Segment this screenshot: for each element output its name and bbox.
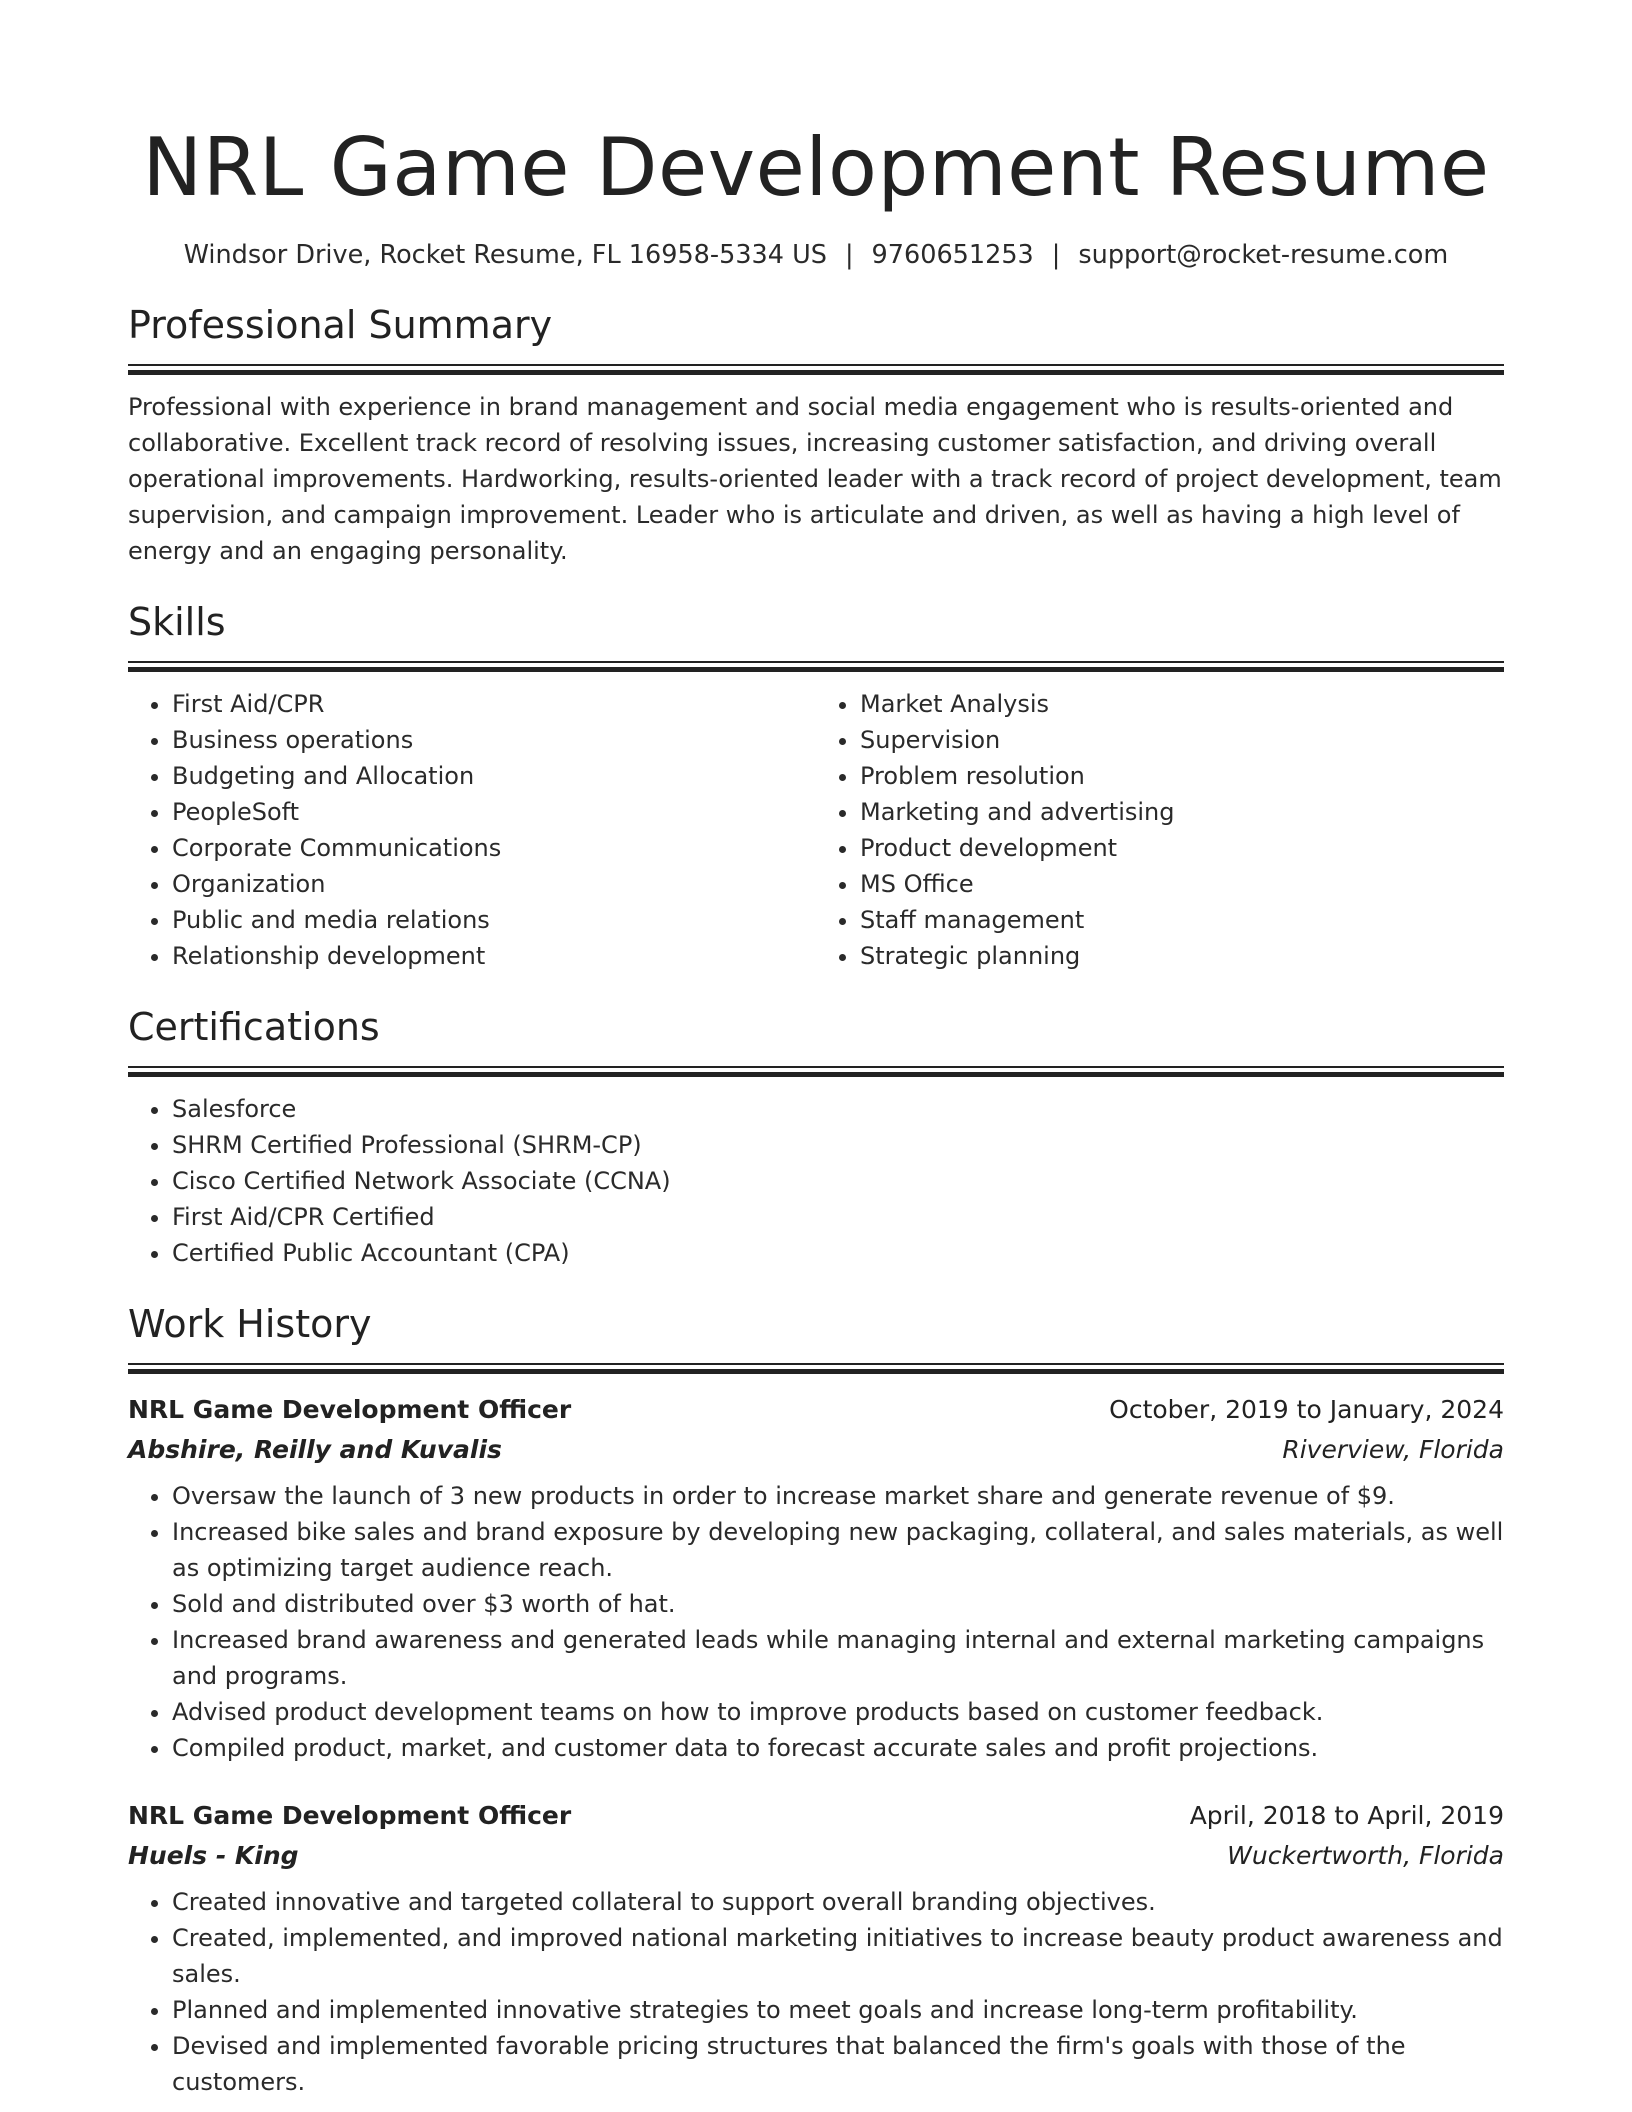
job-bullet: • Sold and distributed over $3 worth of hat. bbox=[172, 1586, 1504, 1622]
section-divider bbox=[128, 364, 1504, 375]
job-dates: April, 2018 to April, 2019 bbox=[1189, 1801, 1504, 1830]
work-history-heading: Work History bbox=[128, 1302, 372, 1346]
job-location: Wuckertworth, Florida bbox=[1227, 1841, 1504, 1870]
job-location: Riverview, Florida bbox=[1282, 1435, 1504, 1464]
skill-item: • First Aid/CPR bbox=[172, 686, 816, 722]
skill-item: • Problem resolution bbox=[860, 758, 1504, 794]
certification-item: • Certified Public Accountant (CPA) bbox=[172, 1235, 1504, 1271]
job-dates: October, 2019 to January, 2024 bbox=[1109, 1395, 1504, 1424]
contact-separator: | bbox=[844, 240, 854, 270]
job-bullets bbox=[128, 1884, 1504, 2100]
certifications-section bbox=[128, 1002, 1504, 1271]
skills-grid bbox=[128, 672, 1504, 974]
job-bullet: • Compiled product, market, and customer data to forecast accurate sales and profit projections. bbox=[172, 1730, 1504, 1766]
work-history-section bbox=[128, 1299, 1504, 2100]
certification-item: • Salesforce bbox=[172, 1091, 1504, 1127]
job-bullets bbox=[128, 1478, 1504, 1766]
skill-item: • Budgeting and Allocation bbox=[172, 758, 816, 794]
job-entry bbox=[128, 1390, 1504, 1766]
job-bullet: • Devised and implemented favorable pricing structures that balanced the firm's goals with those of the customers. bbox=[172, 2028, 1504, 2100]
summary-section bbox=[128, 300, 1504, 569]
skill-item: • Product development bbox=[860, 830, 1504, 866]
skill-item: • Public and media relations bbox=[172, 902, 816, 938]
contact-email: support@rocket-resume.com bbox=[1078, 240, 1449, 270]
certification-item: • SHRM Certified Professional (SHRM-CP) bbox=[172, 1127, 1504, 1163]
job-employer-row bbox=[128, 1836, 1504, 1876]
job-title: NRL Game Development Officer bbox=[128, 1801, 572, 1830]
skills-list-left bbox=[128, 686, 816, 974]
skill-item: • Staff management bbox=[860, 902, 1504, 938]
section-divider bbox=[128, 1066, 1504, 1077]
skill-item: • PeopleSoft bbox=[172, 794, 816, 830]
summary-heading: Professional Summary bbox=[128, 303, 553, 347]
contact-phone: 9760651253 bbox=[871, 240, 1034, 270]
skills-list-right bbox=[816, 686, 1504, 974]
job-bullet: • Planned and implemented innovative strategies to meet goals and increase long-term profitability. bbox=[172, 1992, 1504, 2028]
certification-item: • Cisco Certified Network Associate (CCNA) bbox=[172, 1163, 1504, 1199]
job-bullet: • Increased bike sales and brand exposure by developing new packaging, collateral, and sales materials, as well as optimizing target audience reach. bbox=[172, 1514, 1504, 1586]
contact-separator: | bbox=[1051, 240, 1061, 270]
job-header-row bbox=[128, 1390, 1504, 1430]
job-title: NRL Game Development Officer bbox=[128, 1395, 572, 1424]
skill-item: • Corporate Communications bbox=[172, 830, 816, 866]
contact-line bbox=[128, 238, 1504, 272]
certification-item: • First Aid/CPR Certified bbox=[172, 1199, 1504, 1235]
job-bullet: • Created innovative and targeted collateral to support overall branding objectives. bbox=[172, 1884, 1504, 1920]
skill-item: • Organization bbox=[172, 866, 816, 902]
skill-item: • Business operations bbox=[172, 722, 816, 758]
job-bullet: • Advised product development teams on how to improve products based on customer feedback. bbox=[172, 1694, 1504, 1730]
summary-text: Professional with experience in brand management and social media engagement who is results-oriented and collaborative. Excellent track record of resolving issues, increasing customer satisfaction, and driving overall operational improvements. Hardworking, results-oriented leader with a track record of project development, team supervision, and campaign improvement. Leader who is articulate and driven, as well as having a high level of energy and an engaging personality. bbox=[128, 393, 1502, 565]
skill-item: • Relationship development bbox=[172, 938, 816, 974]
skill-item: • Supervision bbox=[860, 722, 1504, 758]
certifications-list bbox=[128, 1091, 1504, 1271]
job-entry bbox=[128, 1796, 1504, 2100]
section-divider bbox=[128, 1363, 1504, 1374]
contact-address: Windsor Drive, Rocket Resume, FL 16958-5334 US bbox=[183, 240, 827, 270]
skills-section bbox=[128, 597, 1504, 974]
job-company: Huels - King bbox=[128, 1841, 299, 1870]
section-divider bbox=[128, 661, 1504, 672]
skills-heading: Skills bbox=[128, 600, 226, 644]
skill-item: • Market Analysis bbox=[860, 686, 1504, 722]
skill-item: • Marketing and advertising bbox=[860, 794, 1504, 830]
job-bullet: • Created, implemented, and improved national marketing initiatives to increase beauty product awareness and sales. bbox=[172, 1920, 1504, 1992]
job-company: Abshire, Reilly and Kuvalis bbox=[128, 1435, 502, 1464]
job-employer-row bbox=[128, 1430, 1504, 1470]
skill-item: • MS Office bbox=[860, 866, 1504, 902]
resume-title: NRL Game Development Resume bbox=[142, 121, 1490, 214]
job-bullet: • Oversaw the launch of 3 new products in order to increase market share and generate revenue of $9. bbox=[172, 1478, 1504, 1514]
skill-item: • Strategic planning bbox=[860, 938, 1504, 974]
job-bullet: • Increased brand awareness and generated leads while managing internal and external marketing campaigns and programs. bbox=[172, 1622, 1504, 1694]
certifications-heading: Certifications bbox=[128, 1005, 380, 1049]
job-header-row bbox=[128, 1796, 1504, 1836]
